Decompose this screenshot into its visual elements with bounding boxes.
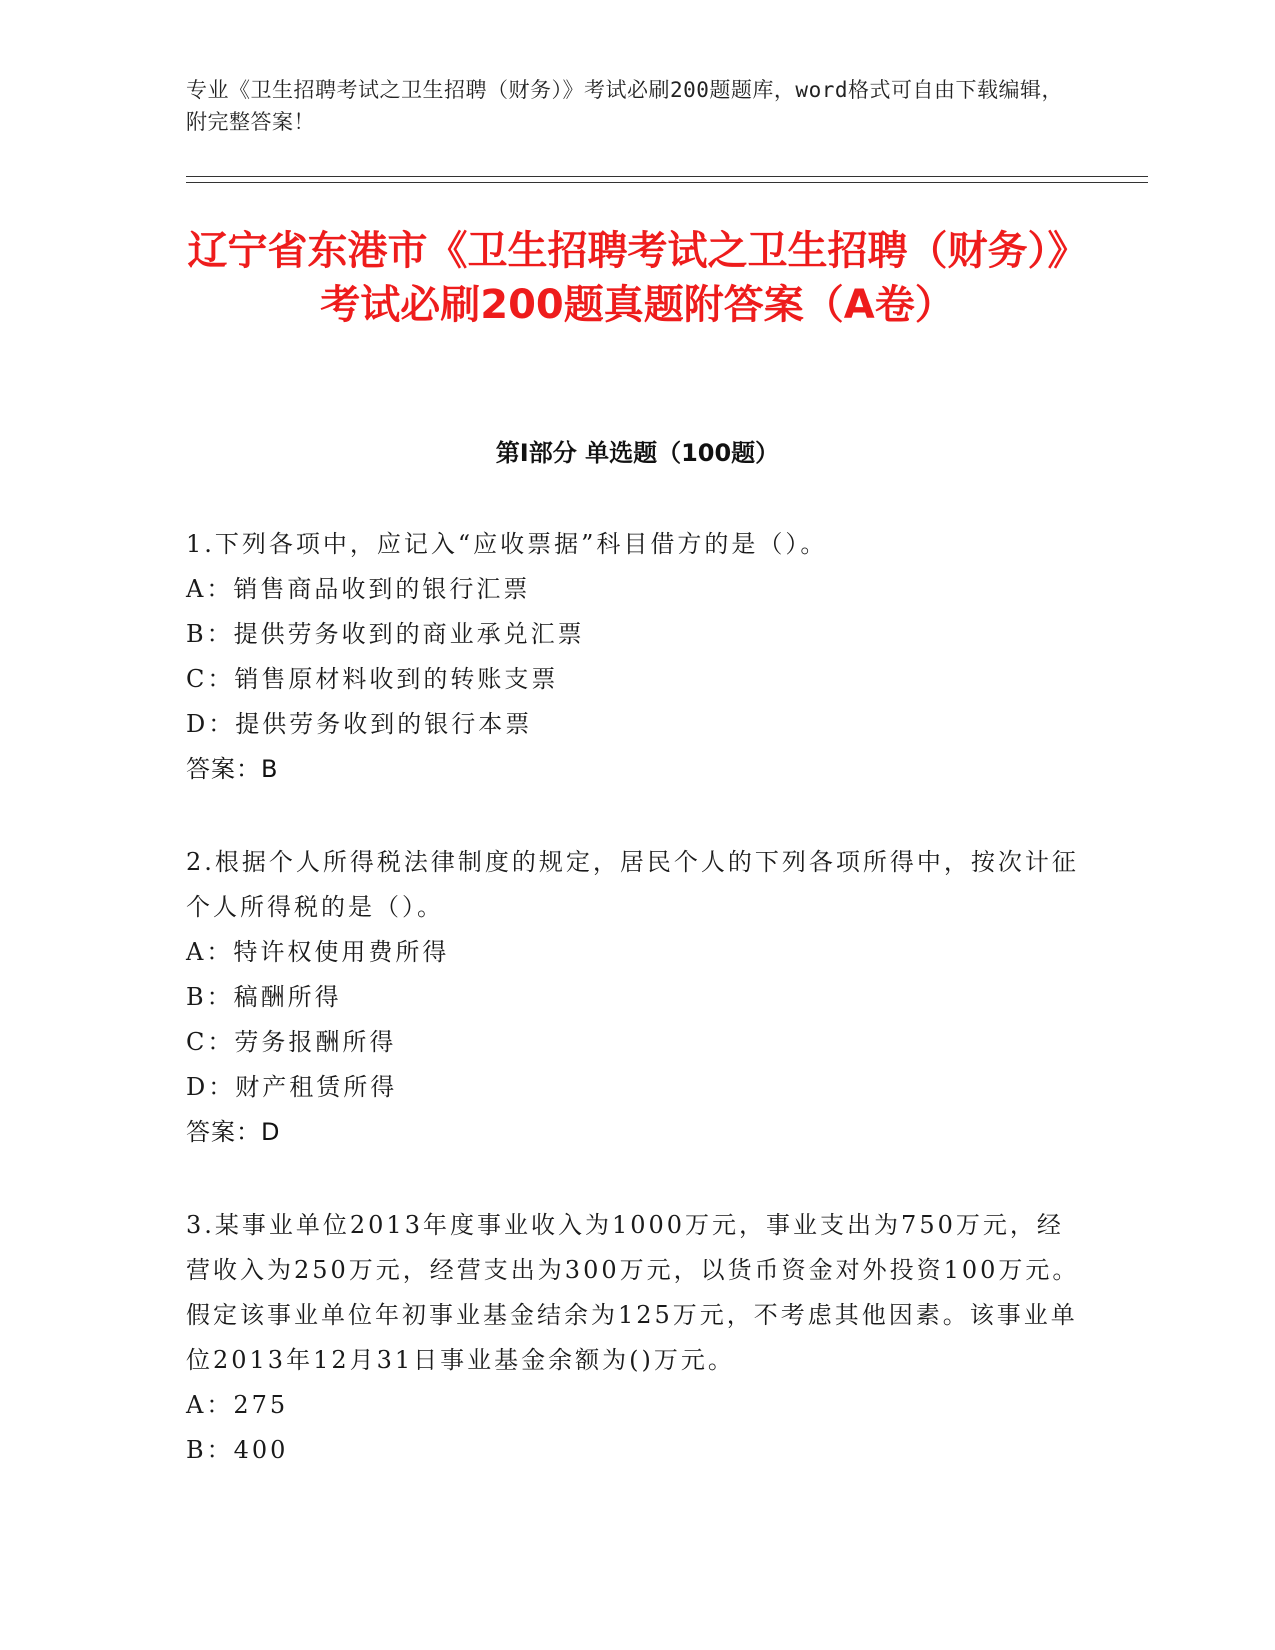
option-a: A：275: [186, 1391, 289, 1419]
answer: 答案：B: [186, 755, 279, 783]
header-note: 专业《卫生招聘考试之卫生招聘（财务）》考试必刷200题题库，word格式可自由下载编辑，附完整答案！: [186, 78, 1063, 134]
header-divider-top: [186, 176, 1148, 177]
section-heading: 第Ⅰ部分 单选题（100题）: [495, 439, 780, 467]
question-3: [186, 1203, 1086, 1473]
option-c: C：销售原材料收到的转账支票: [186, 665, 559, 693]
option-d: D：财产租赁所得: [186, 1073, 398, 1101]
option-b: B：提供劳务收到的商业承兑汇票: [186, 620, 585, 648]
option-c: C：劳务报酬所得: [186, 1028, 397, 1056]
document-title: 辽宁省东港市《卫生招聘考试之卫生招聘（财务）》考试必刷200题真题附答案（A卷）: [187, 228, 1088, 328]
question-1: [186, 522, 1086, 792]
question-2: [186, 840, 1086, 1155]
header-divider-bottom: [186, 182, 1148, 183]
answer: 答案：D: [186, 1118, 281, 1146]
question-text: 3.某事业单位2013年度事业收入为1000万元，事业支出为750万元，经营收入为250万元，经营支出为300万元，以货币资金对外投资100万元。假定该事业单位年初事业基金结余为125万元，不考虑其他因素。该事业单位2013年12月31日事业基金余额为()万元。: [186, 1211, 1080, 1374]
question-text: 2.根据个人所得税法律制度的规定，居民个人的下列各项所得中，按次计征个人所得税的是（）。: [186, 848, 1079, 921]
option-b: B：稿酬所得: [186, 983, 342, 1011]
option-d: D：提供劳务收到的银行本票: [186, 710, 533, 738]
question-text: 1.下列各项中，应记入“应收票据”科目借方的是（）。: [186, 530, 828, 558]
option-b: B：400: [186, 1436, 289, 1464]
option-a: A：特许权使用费所得: [186, 938, 450, 966]
option-a: A：销售商品收到的银行汇票: [186, 575, 531, 603]
